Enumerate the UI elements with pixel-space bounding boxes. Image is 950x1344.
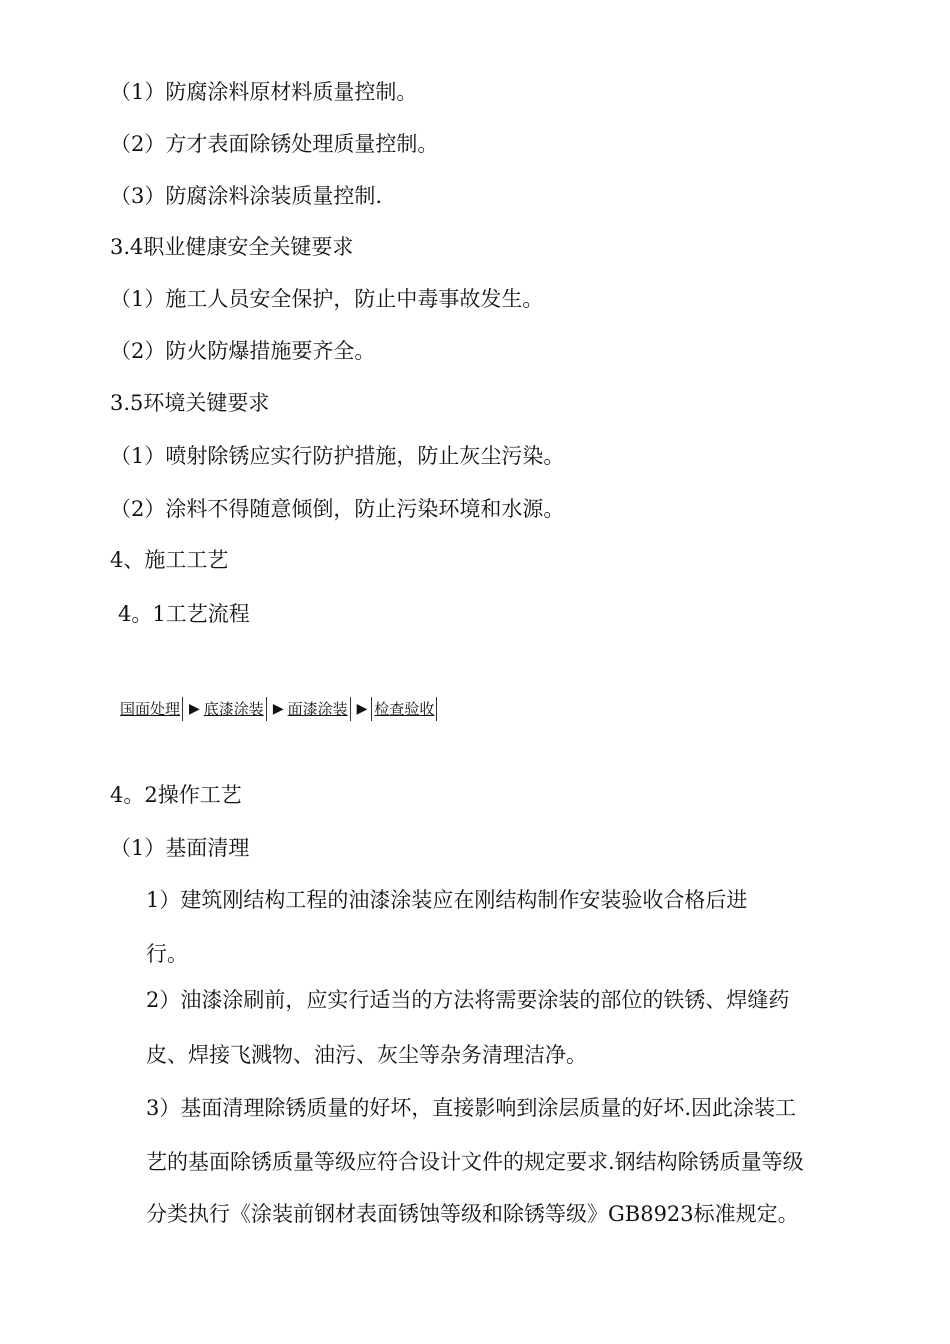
- text-line: 艺的基面除锈质量等级应符合设计文件的规定要求.钢结构除锈质量等级: [146, 1150, 804, 1174]
- text-line: （2）方才表面除锈处理质量控制。: [110, 132, 439, 156]
- text-line: 3）基面清理除锈质量的好坏，直接影响到涂层质量的好坏.因此涂装工: [146, 1096, 797, 1120]
- text-line: （2）防火防爆措施要齐全。: [110, 339, 376, 363]
- text-line: （2）涂料不得随意倾倒，防止污染环境和水源。: [110, 497, 565, 521]
- text-line: （1）施工人员安全保护，防止中毒事故发生。: [110, 287, 544, 311]
- arrow-right-icon: ▶: [272, 701, 284, 717]
- text-line: （3）防腐涂料涂装质量控制.: [110, 184, 383, 208]
- section-heading: 4、施工工艺: [110, 548, 229, 572]
- text-line: （1）防腐涂料原材料质量控制。: [110, 80, 418, 104]
- flow-step: 检查验收: [371, 697, 437, 721]
- arrow-right-icon: ▶: [356, 701, 368, 717]
- section-heading: 4。2操作工艺: [110, 783, 242, 807]
- section-heading: 4。1工艺流程: [118, 602, 250, 626]
- section-heading: 3.4职业健康安全关键要求: [110, 235, 354, 259]
- arrow-right-icon: ▶: [189, 701, 200, 717]
- section-heading: 3.5环境关键要求: [110, 391, 270, 415]
- text-line: （1）喷射除锈应实行防护措施，防止灰尘污染。: [110, 444, 565, 468]
- flow-step: 底漆涂装: [204, 697, 267, 721]
- text-line: 行。: [146, 942, 188, 966]
- text-line: 1）建筑刚结构工程的油漆涂装应在刚结构制作安装验收合格后进: [146, 888, 748, 912]
- text-line: 2）油漆涂刷前，应实行适当的方法将需要涂装的部位的铁锈、焊缝药: [146, 988, 790, 1012]
- text-line: （1）基面清理: [110, 836, 250, 860]
- text-line: 皮、焊接飞溅物、油污、灰尘等杂务清理洁净。: [146, 1043, 587, 1067]
- process-flow: [120, 697, 437, 721]
- flow-step: 国面处理: [120, 697, 183, 721]
- text-line: 分类执行《涂装前钢材表面锈蚀等级和除锈等级》GB8923标准规定。: [146, 1202, 799, 1226]
- flow-step: 面漆涂装: [288, 697, 351, 721]
